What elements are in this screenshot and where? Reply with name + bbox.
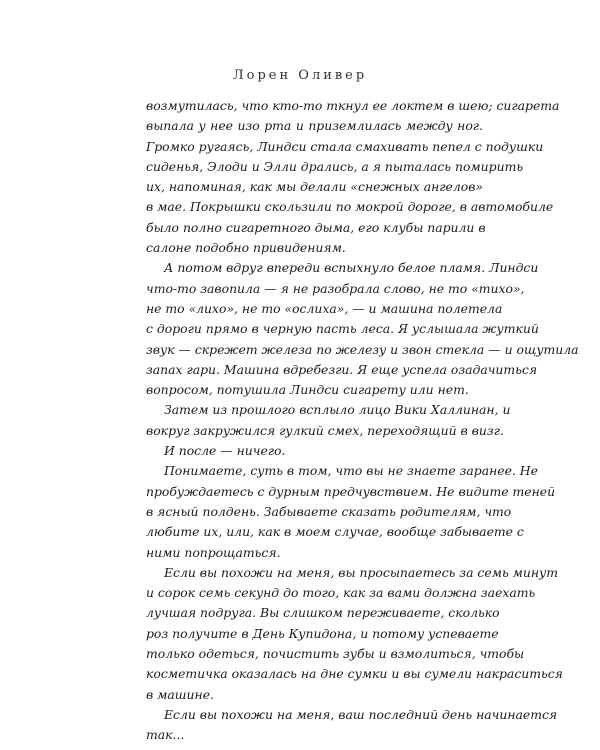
text-line: было полно сигаретного дыма, его клубы парили в — [146, 219, 486, 235]
paragraph — [146, 400, 511, 441]
text-line: пробуждаетесь с дурным предчувствием. Не видите теней — [146, 483, 556, 499]
paragraph — [146, 461, 556, 562]
text-line: в ясный полдень. Забываете сказать родителям, что — [146, 503, 512, 519]
paragraph — [146, 258, 579, 400]
text-line: в машине. — [146, 686, 214, 702]
text-line: Громко ругаясь, Линдси стала смахивать пепел с подушки — [146, 138, 544, 154]
text-line: запах гари. Машина вдребезги. Я еще успела озадачиться — [146, 361, 538, 377]
text-line: косметичка оказалась на дне сумки и вы сумели накраситься — [146, 666, 563, 682]
paragraph — [146, 96, 560, 258]
text-line: лучшая подруга. Вы слишком переживаете, сколько — [146, 605, 500, 621]
text-line: звук — скрежет железа по железу и звон стекла — и ощутила — [146, 341, 579, 357]
running-head-author: Лорен Оливер — [232, 68, 368, 83]
text-line: Если вы похожи на меня, вы просыпаетесь за семь минут — [164, 564, 558, 580]
text-line: роз получите в День Купидона, и потому успеваете — [146, 625, 499, 641]
paragraph — [146, 441, 483, 461]
text-line: что-то завопила — я не разобрала слово, не то «тихо», — [146, 280, 525, 296]
body-text — [146, 96, 579, 746]
text-line: с дороги прямо в черную пасть леса. Я услышала жуткий — [146, 321, 539, 337]
text-line: ними попрощаться. — [146, 544, 281, 560]
text-line: и сорок семь секунд до того, как за вами должна заехать — [146, 585, 536, 601]
text-line: в мае. Покрышки скользили по мокрой дороге, в автомобиле — [146, 199, 554, 215]
text-line: не то «лихо», не то «ослиха», — и машина полетела — [146, 300, 503, 316]
text-line: их, напоминая, как мы делали «снежных ангелов» — [146, 179, 483, 195]
text-line: любите их, или, как в моем случае, вообще забываете с — [146, 524, 524, 540]
text-line: А потом вдруг впереди вспыхнуло белое пламя. Линдси — [164, 260, 539, 276]
text-line: возмутилась, что кто-то ткнул ее локтем в шею; сигарета — [146, 98, 560, 113]
text-line: только одеться, почистить зубы и взмолиться, чтобы — [146, 646, 525, 662]
text-line: Затем из прошлого всплыло лицо Вики Халлинан, и — [164, 402, 511, 418]
text-line: вокруг закружился гулкий смех, переходящий в визг. — [146, 422, 504, 438]
text-line: так... — [146, 727, 185, 743]
text-line: Понимаете, суть в том, что вы не знаете заранее. Не — [164, 463, 538, 479]
text-line: Если вы похожи на меня, ваш последний день начинается — [164, 706, 558, 722]
text-line: выпала у нее изо рта и приземлилась между ног. — [146, 118, 483, 134]
paragraph — [146, 563, 563, 705]
text-line: сиденья, Элоди и Элли дрались, а я пыталась помирить — [146, 158, 524, 174]
text-line: салоне подобно привидениям. — [146, 240, 346, 256]
text-line: вопросом, потушила Линдси сигарету или нет. — [146, 382, 469, 398]
text-line: И после — ничего. — [164, 443, 286, 459]
paragraph — [146, 705, 558, 746]
